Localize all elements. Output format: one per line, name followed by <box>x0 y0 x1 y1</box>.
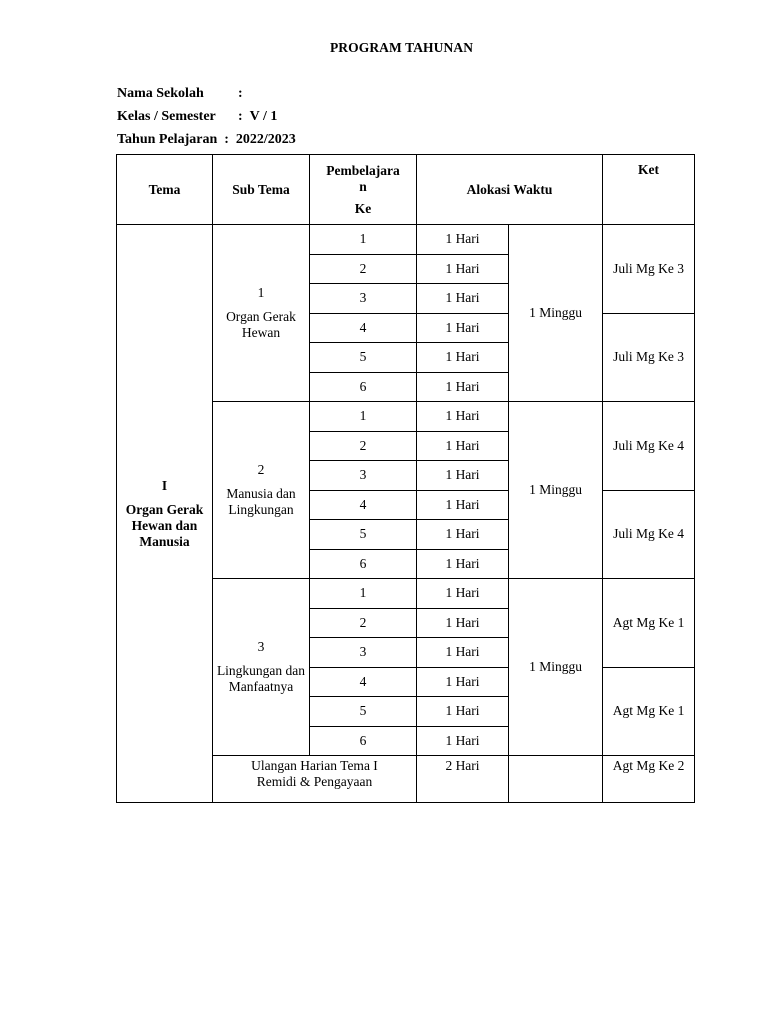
pembelajaran-ke: 3 <box>310 638 417 668</box>
sub-tema-name: Lingkungan dan Manfaatnya <box>216 663 306 694</box>
header-tema: Tema <box>117 155 213 225</box>
pembelajaran-ke: 4 <box>310 490 417 520</box>
meta-class-sep: : <box>238 109 243 124</box>
sub-tema-cell <box>213 402 310 579</box>
pembelajaran-ke: 1 <box>310 402 417 432</box>
tema-cell <box>117 225 213 803</box>
meta-year-label: Tahun Pelajaran <box>117 132 218 147</box>
pembelajaran-ke: 2 <box>310 254 417 284</box>
meta-class-label: Kelas / Semester <box>117 109 216 124</box>
pembelajaran-ke: 6 <box>310 372 417 402</box>
ket-cell: Agt Mg Ke 1 <box>603 667 695 756</box>
pembelajaran-ke: 6 <box>310 549 417 579</box>
footer-label-line1: Ulangan Harian Tema I <box>251 758 378 773</box>
sub-tema-number: 1 <box>257 285 265 300</box>
header-sub-tema: Sub Tema <box>213 155 310 225</box>
pembelajaran-ke: 4 <box>310 667 417 697</box>
pembelajaran-ke: 1 <box>310 225 417 255</box>
hari-cell: 1 Hari <box>417 579 509 609</box>
hari-cell: 1 Hari <box>417 520 509 550</box>
pembelajaran-ke: 3 <box>310 461 417 491</box>
sub-tema-cell <box>213 225 310 402</box>
tema-name: Organ Gerak Hewan dan Manusia <box>125 501 204 549</box>
sub-tema-name: Organ Gerak Hewan <box>226 309 296 340</box>
hari-cell: 1 Hari <box>417 225 509 255</box>
meta-year <box>117 132 296 148</box>
meta-school-sep: : <box>238 86 243 101</box>
footer-label <box>213 756 417 803</box>
sub-tema-cell <box>213 579 310 756</box>
minggu-cell: 1 Minggu <box>509 225 603 402</box>
header-pembelajaran-line1: Pembelajara <box>326 162 400 178</box>
meta-year-sep: : <box>224 132 229 147</box>
pembelajaran-ke: 6 <box>310 726 417 756</box>
ket-cell: Juli Mg Ke 4 <box>603 402 695 491</box>
pembelajaran-ke: 3 <box>310 284 417 314</box>
pembelajaran-ke: 2 <box>310 608 417 638</box>
hari-cell: 1 Hari <box>417 284 509 314</box>
sub-tema-name: Manusia dan Lingkungan <box>226 486 296 517</box>
tema-number: I <box>161 477 168 493</box>
meta-class <box>117 109 277 125</box>
minggu-cell: 1 Minggu <box>509 402 603 579</box>
hari-cell: 1 Hari <box>417 402 509 432</box>
table-row <box>117 225 695 255</box>
sub-tema-number: 2 <box>257 462 265 477</box>
footer-week <box>509 756 603 803</box>
sub-tema-number: 3 <box>257 639 265 654</box>
footer-hari: 2 Hari <box>417 756 509 803</box>
header-alokasi: Alokasi Waktu <box>417 155 603 225</box>
table-header-row <box>117 155 695 225</box>
meta-year-value: 2022/2023 <box>235 132 296 147</box>
header-pembelajaran-line3: Ke <box>354 200 372 216</box>
ket-cell: Juli Mg Ke 3 <box>603 225 695 314</box>
ket-cell: Juli Mg Ke 3 <box>603 313 695 402</box>
minggu-cell: 1 Minggu <box>509 579 603 756</box>
hari-cell: 1 Hari <box>417 667 509 697</box>
hari-cell: 1 Hari <box>417 490 509 520</box>
pembelajaran-ke: 4 <box>310 313 417 343</box>
page-title: PROGRAM TAHUNAN <box>329 40 474 55</box>
pembelajaran-ke: 2 <box>310 431 417 461</box>
hari-cell: 1 Hari <box>417 431 509 461</box>
header-pembelajaran <box>310 155 417 225</box>
hari-cell: 1 Hari <box>417 313 509 343</box>
footer-label-line2: Remidi & Pengayaan <box>256 774 373 789</box>
program-table <box>116 154 695 803</box>
hari-cell: 1 Hari <box>417 343 509 373</box>
meta-class-value: V / 1 <box>249 109 278 124</box>
hari-cell: 1 Hari <box>417 638 509 668</box>
hari-cell: 1 Hari <box>417 697 509 727</box>
hari-cell: 1 Hari <box>417 372 509 402</box>
meta-school <box>117 86 243 102</box>
hari-cell: 1 Hari <box>417 608 509 638</box>
footer-ket: Agt Mg Ke 2 <box>603 756 695 803</box>
meta-school-label: Nama Sekolah <box>117 86 204 101</box>
hari-cell: 1 Hari <box>417 549 509 579</box>
header-pembelajaran-line2: n <box>359 178 367 194</box>
header-ket: Ket <box>603 155 695 225</box>
hari-cell: 1 Hari <box>417 254 509 284</box>
pembelajaran-ke: 5 <box>310 697 417 727</box>
hari-cell: 1 Hari <box>417 726 509 756</box>
hari-cell: 1 Hari <box>417 461 509 491</box>
pembelajaran-ke: 5 <box>310 520 417 550</box>
pembelajaran-ke: 5 <box>310 343 417 373</box>
ket-cell: Agt Mg Ke 1 <box>603 579 695 668</box>
ket-cell: Juli Mg Ke 4 <box>603 490 695 579</box>
pembelajaran-ke: 1 <box>310 579 417 609</box>
